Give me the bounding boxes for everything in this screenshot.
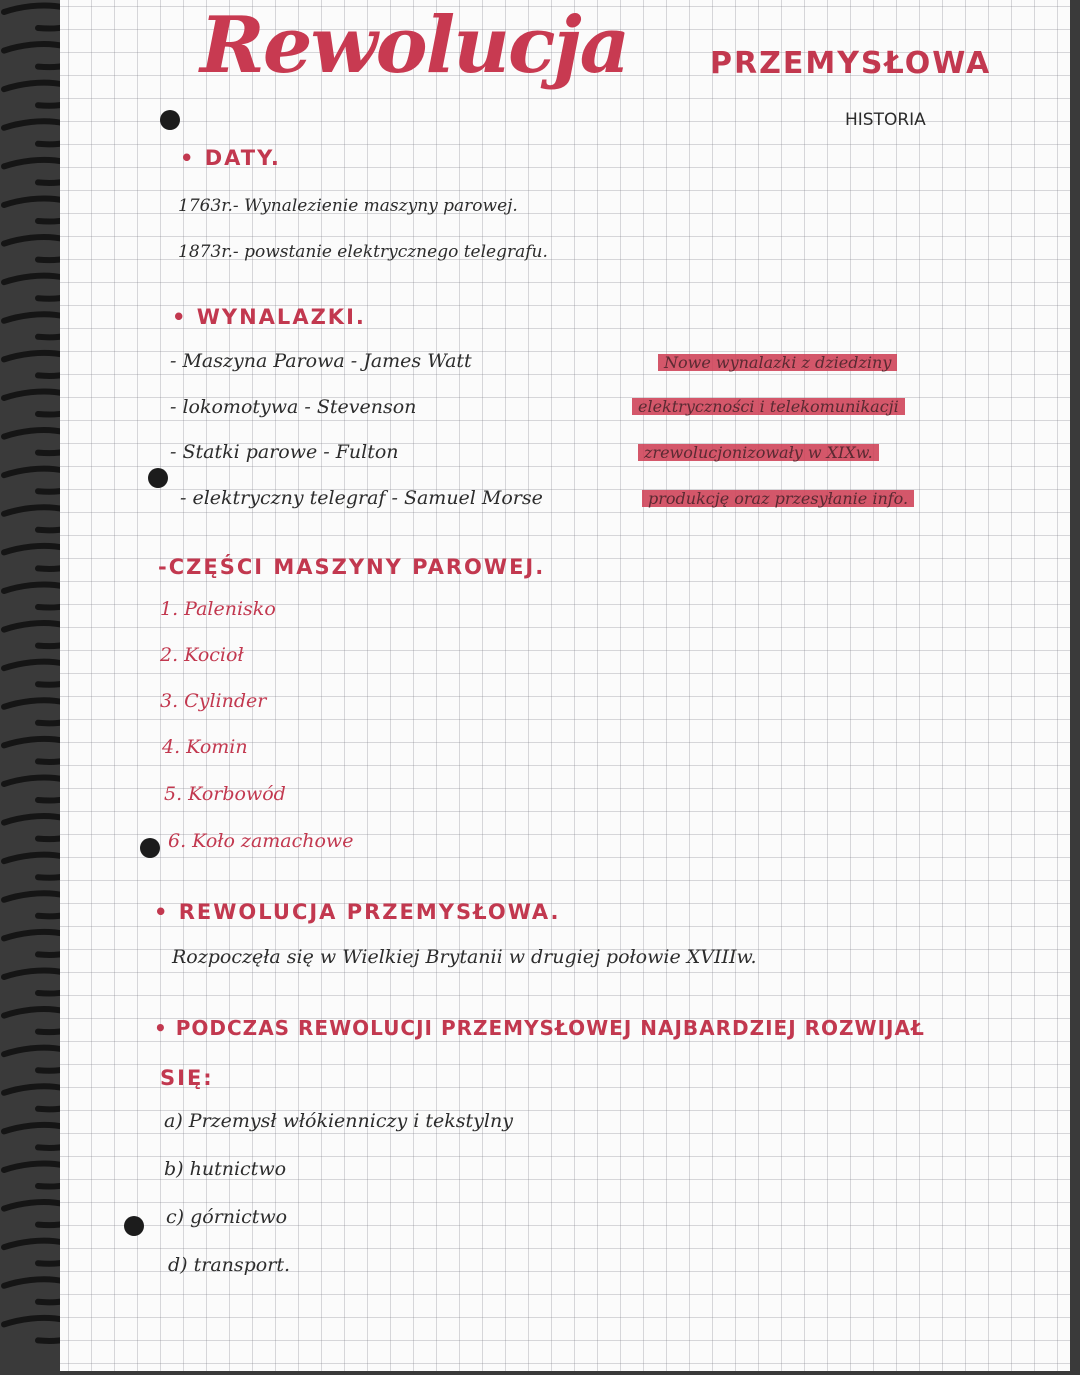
revolution-heading: • REWOLUCJA PRZEMYSŁOWA. [154,900,561,924]
punch-hole [140,838,160,858]
part-item: 4. Komin [162,736,248,758]
subject-label: HISTORIA [845,110,926,130]
developed-item: b) hutnictwo [164,1158,287,1180]
inventions-heading: • WYNALAZKI. [172,305,366,329]
developed-heading: • PODCZAS REWOLUCJI PRZEMYSŁOWEJ NAJBARDZIEJ ROZWIJAŁ [154,1016,925,1040]
notebook-page [60,0,1070,1371]
part-item: 3. Cylinder [160,690,267,712]
parts-heading: -CZĘŚCI MASZYNY PAROWEJ. [158,555,546,579]
date-item: 1763r.- Wynalezienie maszyny parowej. [178,196,518,216]
highlight-note: elektryczności i telekomunikacji [632,396,905,417]
highlight-note: produkcję oraz przesyłanie info. [642,488,914,509]
developed-item: a) Przemysł włókienniczy i tekstylny [164,1110,513,1132]
date-item: 1873r.- powstanie elektrycznego telegrafu. [178,242,548,262]
page-subtitle: PRZEMYSŁOWA [710,46,992,81]
part-item: 6. Koło zamachowe [168,830,354,852]
punch-hole [124,1216,144,1236]
invention-item: - elektryczny telegraf - Samuel Morse [180,487,543,509]
highlight-note: Nowe wynalazki z dziedziny [658,352,897,373]
punch-hole [160,110,180,130]
part-item: 5. Korbowód [164,783,286,805]
part-item: 1. Palenisko [160,598,276,620]
invention-item: - Statki parowe - Fulton [170,441,399,463]
developed-heading-cont: SIĘ: [160,1066,214,1090]
developed-item: d) transport. [168,1254,291,1276]
invention-item: - lokomotywa - Stevenson [170,396,417,418]
revolution-text: Rozpoczęła się w Wielkiej Brytanii w drugiej połowie XVIIIw. [172,946,757,968]
developed-item: c) górnictwo [166,1206,288,1228]
invention-item: - Maszyna Parowa - James Watt [170,350,472,372]
highlight-note: zrewolucjonizowały w XIXw. [638,442,879,463]
dates-heading: • DATY. [180,146,281,170]
punch-hole [148,468,168,488]
part-item: 2. Kocioł [160,644,244,666]
page-title: Rewolucja [200,0,629,91]
